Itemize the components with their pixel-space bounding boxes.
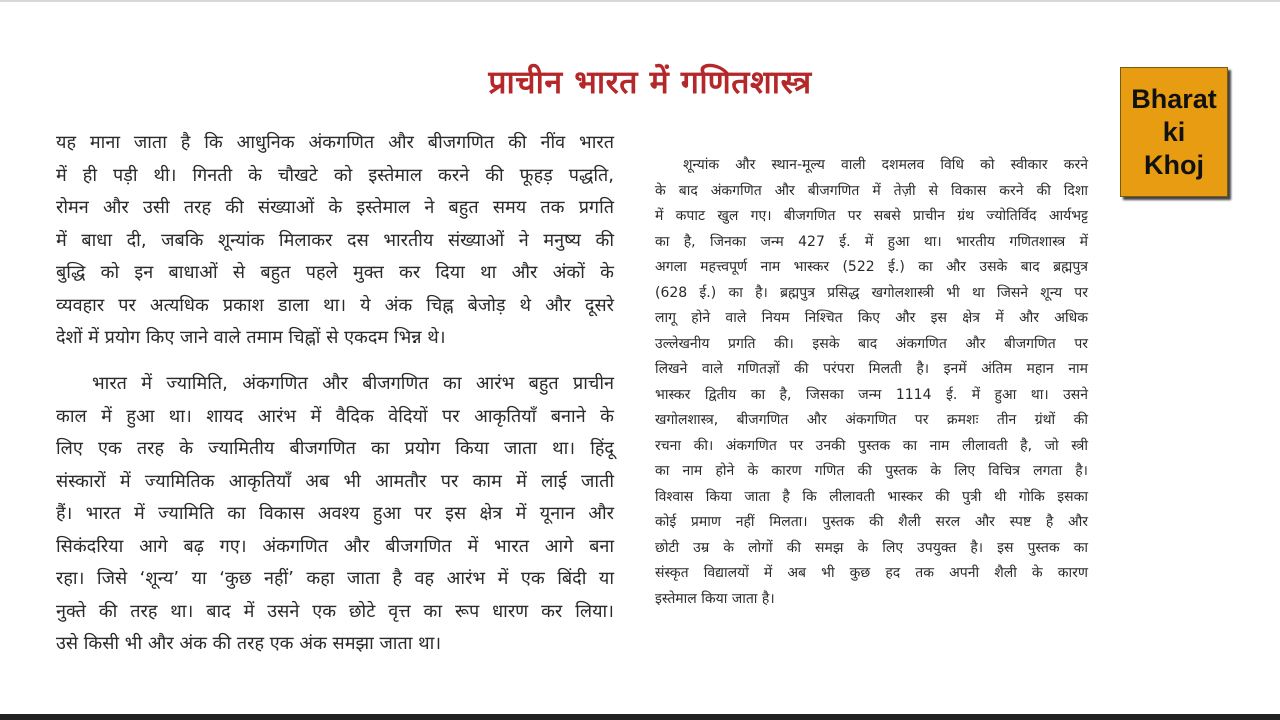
text-line: रहा। जिसे ‘शून्य’ या ‘कुछ नहीं’ कहा जाता है वह आरंभ में एक बिंदी या	[56, 568, 614, 589]
text-line: लिखने वाले गणितज्ञों की परंपरा मिलती है। इनमें अंतिम महान नाम	[655, 361, 1088, 377]
text-line: हैं। भारत में ज्यामिति का विकास अवश्य हुआ पर इस क्षेत्र में यूनान और	[56, 503, 614, 524]
right-paragraph	[655, 153, 1088, 612]
text-line: व्यवहार पर अत्यधिक प्रकाश डाला था। ये अंक चिह्न बेजोड़ थे और दूसरे	[56, 294, 614, 316]
text-line: देशों में प्रयोग किए जाने वाले तमाम चिह्नों से एकदम भिन्न थे।	[56, 327, 446, 348]
left-paragraph-2	[56, 368, 614, 661]
text-line: नुक्ते की तरह था। बाद में उसने एक छोटे वृत्त का रूप धारण कर लिया।	[56, 600, 614, 622]
text-line: रोमन और उसी तरह की संख्याओं के इस्तेमाल ने बहुत समय तक प्रगति	[56, 197, 614, 218]
text-line: खगोलशास्त्र, बीजगणित और अंकगणित पर क्रमशः तीन ग्रंथों की	[655, 412, 1088, 428]
text-line: बुद्धि को इन बाधाओं से बहुत पहले मुक्त कर दिया था और अंकों के	[56, 262, 614, 283]
text-line: लागू होने वाले नियम निश्चित किए और इस क्षेत्र में और अधिक	[655, 310, 1088, 326]
text-line: इस्तेमाल किया जाता है।	[655, 590, 775, 607]
text-line: में बाधा दी, जबकि शून्यांक मिलाकर दस भारतीय संख्याओं ने मनुष्य की	[56, 229, 614, 251]
logo-line: Khoj	[1144, 149, 1204, 180]
page-title: प्राचीन भारत में गणितशास्त्र	[488, 63, 812, 101]
text-line: काल में हुआ था। शायद आरंभ में वैदिक वेदियों पर आकृतियाँ बनाने के	[56, 405, 614, 427]
text-line: लिए एक तरह के ज्यामितीय बीजगणित का प्रयोग किया जाता था। हिंदू	[56, 438, 614, 459]
text-line: में कपाट खुल गए। बीजगणित पर सबसे प्राचीन ग्रंथ ज्योतिर्विद आर्यभट्ट	[655, 208, 1088, 224]
text-line: अगला महत्त्वपूर्ण नाम भास्कर (522 ई.) का और उसके बाद ब्रह्मपुत्र	[655, 259, 1088, 275]
text-line: भास्कर द्वितीय का है, जिसका जन्म 1114 ई. में हुआ था। उसने	[655, 386, 1088, 403]
text-line: यह माना जाता है कि आधुनिक अंकगणित और बीजगणित की नींव भारत	[56, 132, 614, 153]
top-border	[0, 0, 1280, 2]
text-line: विश्वास किया जाता है कि लीलावती भास्कर की पुत्री थी गोकि इसका	[655, 488, 1088, 505]
text-line: कोई प्रमाण नहीं मिलता। पुस्तक की शैली सरल और स्पष्ट है और	[655, 514, 1088, 530]
logo-line: ki	[1162, 116, 1186, 147]
text-line: (628 ई.) का है। ब्रह्मपुत्र प्रसिद्ध खगोलशास्त्री भी था जिसने शून्य पर	[655, 284, 1088, 301]
text-line: रचना की। अंकगणित पर उनकी पुस्तक का नाम लीलावती है, जो स्त्री	[655, 437, 1088, 454]
text-line: भारत में ज्यामिति, अंकगणित और बीजगणित का आरंभ बहुत प्राचीन	[92, 373, 614, 394]
text-line: संस्कारों में ज्यामितिक आकृतियाँ अब भी आमतौर पर काम में लाई जाती	[56, 470, 614, 492]
text-line: का नाम होने के कारण गणित की पुस्तक के लिए विचित्र लगता है।	[655, 463, 1088, 479]
left-paragraph-1	[56, 127, 614, 355]
text-line: सिकंदरिया आगे बढ़ गए। अंकगणित और बीजगणित में भारत आगे बना	[56, 535, 614, 557]
text-line: उल्लेखनीय प्रगति की। इसके बाद अंकगणित और बीजगणित पर	[655, 335, 1088, 352]
bharat-ki-khoj-logo	[1120, 67, 1228, 197]
text-line: का है, जिनका जन्म 427 ई. में हुआ था। भारतीय गणितशास्त्र में	[655, 233, 1088, 250]
text-line: उसे किसी भी और अंक की तरह एक अंक समझा जाता था।	[56, 633, 442, 654]
text-line: संस्कृत विद्यालयों में अब भी कुछ हद तक अपनी शैली के कारण	[655, 565, 1088, 581]
text-line: के बाद अंकगणित और बीजगणित में तेज़ी से विकास करने की दिशा	[655, 182, 1088, 199]
text-line: शून्यांक और स्थान-मूल्य वाली दशमलव विधि को स्वीकार करने	[683, 157, 1088, 173]
logo-line: Bharat	[1131, 83, 1217, 114]
text-line: में ही पड़ी थी। गिनती के चौखटे को इस्तेमाल करने की फूहड़ पद्धति,	[56, 164, 614, 186]
bottom-bar	[0, 714, 1280, 720]
text-line: छोटी उम्र के लोगों की समझ के लिए उपयुक्त है। इस पुस्तक का	[655, 539, 1088, 556]
